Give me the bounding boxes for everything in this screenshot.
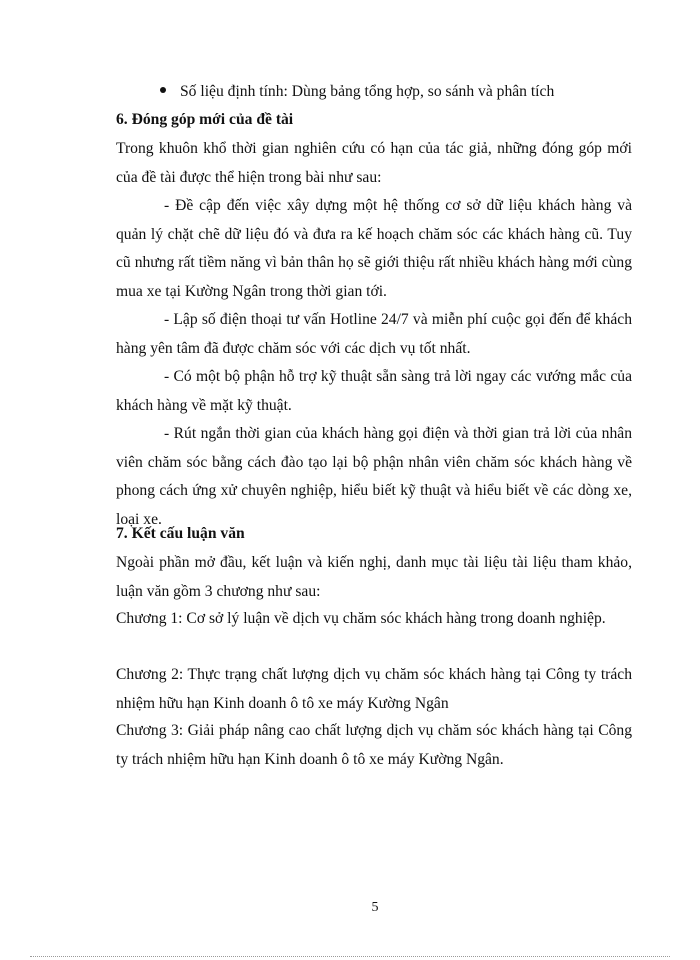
footer-divider — [30, 956, 670, 957]
bullet-dot-icon — [160, 87, 166, 93]
bullet-text: Số liệu định tính: Dùng bảng tổng hợp, so sánh và phân tích — [180, 83, 555, 100]
chapter-1: Chương 1: Cơ sở lý luận về dịch vụ chăm sóc khách hàng trong doanh nghiệp. — [116, 610, 606, 627]
section-7-intro: Ngoài phần mở đầu, kết luận và kiến nghị, danh mục tài liệu tài liệu tham khảo, luận văn gồm 3 chương như sau: — [116, 554, 632, 600]
chapter-2: Chương 2: Thực trạng chất lượng dịch vụ chăm sóc khách hàng tại Công ty trách nhiệm hữu hạn Kinh doanh ô tô xe máy Kường Ngân — [116, 666, 632, 712]
contribution-item-1: - Đề cập đến việc xây dựng một hệ thống cơ sở dữ liệu khách hàng và quản lý chặt chẽ dữ liệu đó và đưa ra kế hoạch chăm sóc các khách hàng cũ. Tuy cũ nhưng rất tiềm năng vì bản thân họ sẽ giới thiệu rất nhiều khách hàng mới cùng mua xe tại Kường Ngân trong thời gian tới. — [116, 197, 632, 300]
chapter-3: Chương 3: Giải pháp nâng cao chất lượng dịch vụ chăm sóc khách hàng tại Công ty trách nhiệm hữu hạn Kinh doanh ô tô xe máy Kường Ngân. — [116, 722, 632, 768]
contribution-item-4: - Rút ngắn thời gian của khách hàng gọi điện và thời gian trả lời của nhân viên chăm sóc bằng cách đào tạo lại bộ phận nhân viên chăm sóc khách hàng về phong cách ứng xử chuyên nghiệp, hiểu biết kỹ thuật và hiểu biết về các dòng xe, loại xe. — [116, 425, 632, 528]
section-6-intro: Trong khuôn khổ thời gian nghiên cứu có hạn của tác giả, những đóng góp mới của đề tài được thể hiện trong bài như sau: — [116, 140, 632, 186]
contribution-item-3: - Có một bộ phận hỗ trợ kỹ thuật sẵn sàng trả lời ngay các vướng mắc của khách hàng về mặt kỹ thuật. — [116, 368, 632, 414]
bullet-item — [160, 78, 554, 106]
contribution-item-2: - Lập số điện thoại tư vấn Hotline 24/7 và miễn phí cuộc gọi đến để khách hàng yên tâm đã được chăm sóc với các dịch vụ tốt nhất. — [116, 311, 632, 357]
section-6-heading: 6. Đóng góp mới của đề tài — [116, 111, 294, 128]
page-number: 5 — [371, 900, 379, 915]
section-7-heading: 7. Kết cấu luận văn — [116, 525, 245, 542]
